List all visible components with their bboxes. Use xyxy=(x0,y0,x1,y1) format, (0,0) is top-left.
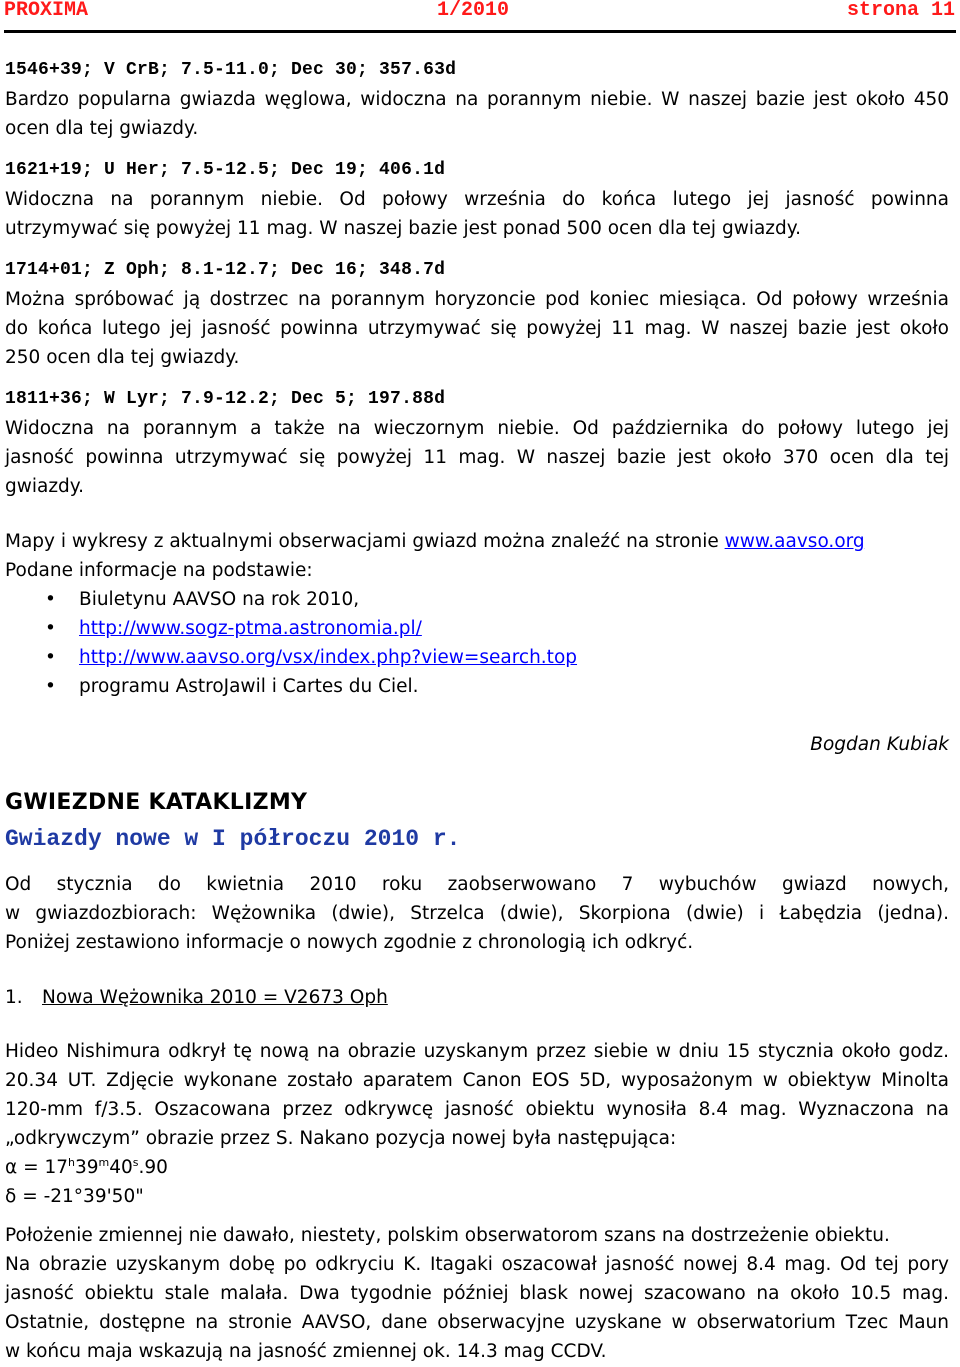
star-desc-line: Widoczna na porannym a także na wieczornym niebie. Od października do połowy lutego jej xyxy=(5,418,949,439)
author-signature: Bogdan Kubiak xyxy=(810,734,949,755)
list-item xyxy=(5,614,949,643)
para-line: Ostatnie, dostępne na stronie AAVSO, dane obserwacyjne uzyskane w obserwatorium Tzec Maun xyxy=(5,1312,949,1333)
star-title: 1621+19; U Her; 7.5-12.5; Dec 19; 406.1d xyxy=(5,160,446,180)
star-title: 1714+01; Z Oph; 8.1-12.7; Dec 16; 348.7d xyxy=(5,260,446,280)
sources-list xyxy=(5,585,949,705)
para-line: 120-mm f/3.5. Oszacowana przez odkrywcę jasność obiektu wynosiła 8.4 mag. Wyznaczona na xyxy=(5,1099,949,1120)
declination: δ = -21°39'50" xyxy=(5,1186,144,1207)
bullet-icon: • xyxy=(45,676,56,697)
list-item xyxy=(5,585,949,614)
nova-heading xyxy=(5,983,949,1012)
journal-name: PROXIMA xyxy=(4,0,89,22)
star-desc-line: ocen dla tej gwiazdy. xyxy=(5,118,199,139)
nova-title: Nowa Wężownika 2010 = V2673 Oph xyxy=(42,987,388,1008)
star-desc-line: Widoczna na porannym niebie. Od połowy września do końca lutego jej jasność powinna xyxy=(5,189,949,210)
list-item xyxy=(5,672,949,701)
intro-paragraph xyxy=(5,870,949,957)
star-desc-line: do końca lutego jej jasność powinna utrzymywać się powyżej 11 mag. W naszej bazie jest około xyxy=(5,318,949,339)
star-desc-line: 250 ocen dla tej gwiazdy. xyxy=(5,347,240,368)
star-desc-line: gwiazdy. xyxy=(5,476,84,497)
para-line: Położenie zmiennej nie dawało, niestety, polskim obserwatorom szans na dostrzeżenie obiektu. xyxy=(5,1225,890,1246)
star-desc-line: Można spróbować ją dostrzec na porannym horyzoncie pod koniec miesiąca. Od połowy września xyxy=(5,289,949,310)
intro-line: Poniżej zestawiono informacje o nowych zgodnie z chronologią ich odkryć. xyxy=(5,932,694,953)
para-line: „odkrywczym” obrazie przez S. Nakano pozycja nowej była następująca: xyxy=(5,1128,677,1149)
para-line: Hideo Nishimura odkrył tę nową na obrazie uzyskanym przez siebie w dniu 15 stycznia około godz. xyxy=(5,1041,949,1062)
maps-text: Mapy i wykresy z aktualnymi obserwacjami gwiazd można znaleźć na stronie xyxy=(5,531,725,552)
item-number: 1. xyxy=(5,987,23,1008)
source-link[interactable]: http://www.aavso.org/vsx/index.php?view=search.top xyxy=(79,647,578,668)
source-link[interactable]: http://www.sogz-ptma.astronomia.pl/ xyxy=(79,618,422,639)
intro-line: Od stycznia do kwietnia 2010 roku zaobserwowano 7 wybuchów gwiazd nowych, xyxy=(5,874,949,895)
nova-paragraph xyxy=(5,1037,949,1211)
nova-paragraph-2 xyxy=(5,1221,949,1366)
intro-line: w gwiazdozbiorach: Wężownika (dwie), Strzelca (dwie), Skorpiona (dwie) i Łabędzia (jedna). xyxy=(5,903,949,924)
para-line: w końcu maja wskazują na jasność zmiennej ok. 14.3 mag CCDV. xyxy=(5,1341,607,1362)
article-title: Gwiazdy nowe w I półroczu 2010 r. xyxy=(5,826,461,852)
star-entry xyxy=(5,156,949,243)
star-entry xyxy=(5,256,949,372)
star-desc-line: Bardzo popularna gwiazda węglowa, widoczna na porannym niebie. W naszej bazie jest około 450 xyxy=(5,89,949,110)
page-number: strona 11 xyxy=(847,0,956,22)
section-title: GWIEZDNE KATAKLIZMY xyxy=(5,790,308,815)
star-entry xyxy=(5,385,949,501)
star-title: 1811+36; W Lyr; 7.9-12.2; Dec 5; 197.88d xyxy=(5,389,446,409)
header-rule xyxy=(4,30,956,33)
star-title: 1546+39; V CrB; 7.5-11.0; Dec 30; 357.63d xyxy=(5,60,457,80)
right-ascension: $\alpha = 17^h39^m40^s.90$ xyxy=(5,1155,168,1178)
issue-number: 1/2010 xyxy=(437,0,510,22)
page-header xyxy=(0,0,960,24)
star-entry xyxy=(5,56,949,143)
bullet-icon: • xyxy=(45,618,56,639)
sources-intro: Podane informacje na podstawie: xyxy=(5,560,313,581)
star-desc-line: jasność powinna utrzymywać się powyżej 11 mag. W naszej bazie jest około 370 ocen dla tej xyxy=(5,447,949,468)
para-line: 20.34 UT. Zdjęcie wykonane zostało aparatem Canon EOS 5D, wyposażonym w obiektyw Minolta xyxy=(5,1070,949,1091)
para-line: jasność obiektu stale malała. Dwa tygodnie później blask nowej szacowano na około 10.5 mag. xyxy=(5,1283,949,1304)
source-text: programu AstroJawil i Cartes du Ciel. xyxy=(79,676,419,697)
para-line: Na obrazie uzyskanym dobę po odkryciu K. Itagaki oszacował jasność nowej 8.4 mag. Od tej pory xyxy=(5,1254,949,1275)
aavso-link[interactable]: www.aavso.org xyxy=(724,531,865,552)
source-text: Biuletynu AAVSO na rok 2010, xyxy=(79,589,360,610)
star-desc-line: utrzymywać się powyżej 11 mag. W naszej bazie jest ponad 500 ocen dla tej gwiazdy. xyxy=(5,218,801,239)
bullet-icon: • xyxy=(45,589,56,610)
maps-paragraph xyxy=(5,527,949,585)
list-item xyxy=(5,643,949,672)
bullet-icon: • xyxy=(45,647,56,668)
